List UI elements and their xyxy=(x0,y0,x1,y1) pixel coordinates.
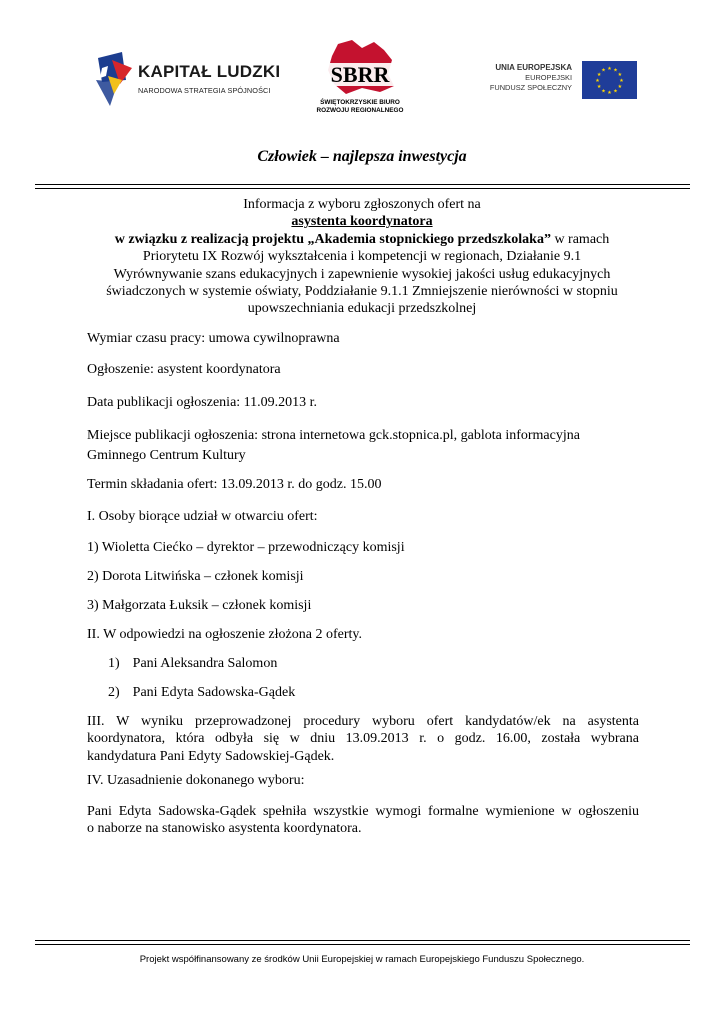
offer-number: 1) xyxy=(108,656,120,671)
sbrr-region-map-icon xyxy=(300,38,420,98)
svg-text:★: ★ xyxy=(596,72,602,78)
offer-number: 2) xyxy=(108,685,120,700)
publication-place xyxy=(87,426,639,465)
eu-caption xyxy=(470,62,572,93)
result-line2: koordynatora, która odbyła się w dniu 13.09.2013 r. o godz. 16.00, została wybrana xyxy=(87,731,639,747)
justification-line2: o naborze na stanowisko asystenta koordynatora. xyxy=(87,821,362,837)
svg-text:★: ★ xyxy=(601,88,606,95)
kapital-ludzki-emblem-icon xyxy=(92,50,134,110)
svg-text:★: ★ xyxy=(619,78,624,84)
footer-divider xyxy=(35,940,690,941)
svg-text:★: ★ xyxy=(617,84,623,90)
result-line1: III. W wyniku przeprowadzonej procedury wyboru ofert kandydatów/ek na asystenta xyxy=(87,714,639,729)
sbrr-name-line1: ŚWIĘTOKRZYSKIE BIURO xyxy=(320,99,400,106)
eu-line3: FUNDUSZ SPOŁECZNY xyxy=(489,83,572,92)
intro-block xyxy=(84,196,640,318)
eu-flag-icon xyxy=(582,61,637,99)
kapital-ludzki-title: KAPITAŁ LUDZKI xyxy=(138,62,281,81)
deadline: Termin składania ofert: 13.09.2013 r. do godz. 15.00 xyxy=(87,477,382,492)
svg-text:★: ★ xyxy=(595,78,600,84)
kapital-ludzki-logo xyxy=(92,50,282,110)
justification-paragraph xyxy=(87,803,639,838)
svg-text:★: ★ xyxy=(596,84,602,90)
work-time: Wymiar czasu pracy: umowa cywilnoprawna xyxy=(87,331,340,346)
position-title: asystenta koordynatora xyxy=(291,214,433,230)
sbrr-logo xyxy=(300,38,420,120)
svg-text:★: ★ xyxy=(607,90,612,96)
publication-place-line1: Miejsce publikacji ogłoszenia: strona internetowa gck.stopnica.pl, gablota informacyjna xyxy=(87,428,580,443)
intro-line7: upowszechniania edukacji przedszkolnej xyxy=(247,301,477,317)
intro-line4: Priorytetu IX Rozwój wykształcenia i kompetencji w regionach, Działanie 9.1 xyxy=(142,249,582,265)
intro-line6: świadczonych w systemie oświaty, Poddziałanie 9.1.1 Zmniejszenie nierówności w stopniu xyxy=(106,284,618,300)
offer-name: Pani Edyta Sadowska-Gądek xyxy=(132,685,296,700)
publication-place-line2: Gminnego Centrum Kultury xyxy=(87,447,246,463)
intro-line3 xyxy=(84,231,640,248)
result-paragraph xyxy=(87,713,639,765)
result-line3: kandydatura Pani Edyty Sadowskiej-Gądek. xyxy=(87,748,335,764)
eu-line1: UNIA EUROPEJSKA xyxy=(495,63,572,72)
svg-text:★: ★ xyxy=(613,88,618,95)
announcement: Ogłoszenie: asystent koordynatora xyxy=(87,362,281,377)
svg-text:★: ★ xyxy=(617,72,623,78)
publication-date: Data publikacji ogłoszenia: 11.09.2013 r. xyxy=(87,395,318,410)
committee-member: 1) Wioletta Ciećko – dyrektor – przewodniczący komisji xyxy=(87,540,405,555)
eu-line2: EUROPEJSKI xyxy=(525,73,572,82)
offer-name: Pani Aleksandra Salomon xyxy=(132,656,278,671)
footer-divider-thin xyxy=(35,944,690,945)
committee-member: 3) Małgorzata Łuksik – członek komisji xyxy=(87,598,312,613)
header-divider-thin xyxy=(35,188,690,189)
offer-item xyxy=(108,655,628,672)
committee-heading: I. Osoby biorące udział w otwarciu ofert: xyxy=(87,509,318,524)
svg-text:★: ★ xyxy=(607,66,612,72)
intro-line1: Informacja z wyboru zgłoszonych ofert na xyxy=(243,197,481,212)
svg-text:★: ★ xyxy=(613,67,618,74)
project-name: w związku z realizacją projektu „Akademia stopnickiego przedszkolaka” xyxy=(114,231,551,247)
footer-note: Projekt współfinansowany ze środków Unii Europejskiej w ramach Europejskiego Funduszu Społecznego. xyxy=(139,954,585,965)
sbrr-logo-text: SBRR xyxy=(330,62,390,87)
sbrr-name-line2: ROZWOJU REGIONALNEGO xyxy=(316,107,404,114)
justification-heading: IV. Uzasadnienie dokonanego wyboru: xyxy=(87,773,305,788)
justification-line1: Pani Edyta Sadowska-Gądek spełniła wszystkie wymogi formalne wymienione w ogłoszeniu xyxy=(87,804,639,819)
svg-text:★: ★ xyxy=(601,67,606,74)
intro-line3-rest: w ramach xyxy=(550,231,610,247)
offer-item xyxy=(108,684,628,701)
kapital-ludzki-subtitle: NARODOWA STRATEGIA SPÓJNOŚCI xyxy=(138,86,271,95)
offers-heading: II. W odpowiedzi na ogłoszenie złożona 2 oferty. xyxy=(87,627,362,642)
motto: Człowiek – najlepsza inwestycja xyxy=(257,148,467,165)
committee-member: 2) Dorota Litwińska – członek komisji xyxy=(87,569,304,584)
header-divider xyxy=(35,184,690,185)
intro-line5: Wyrównywanie szans edukacyjnych i zapewnienie wysokiej jakości usług edukacyjnych xyxy=(113,266,611,282)
